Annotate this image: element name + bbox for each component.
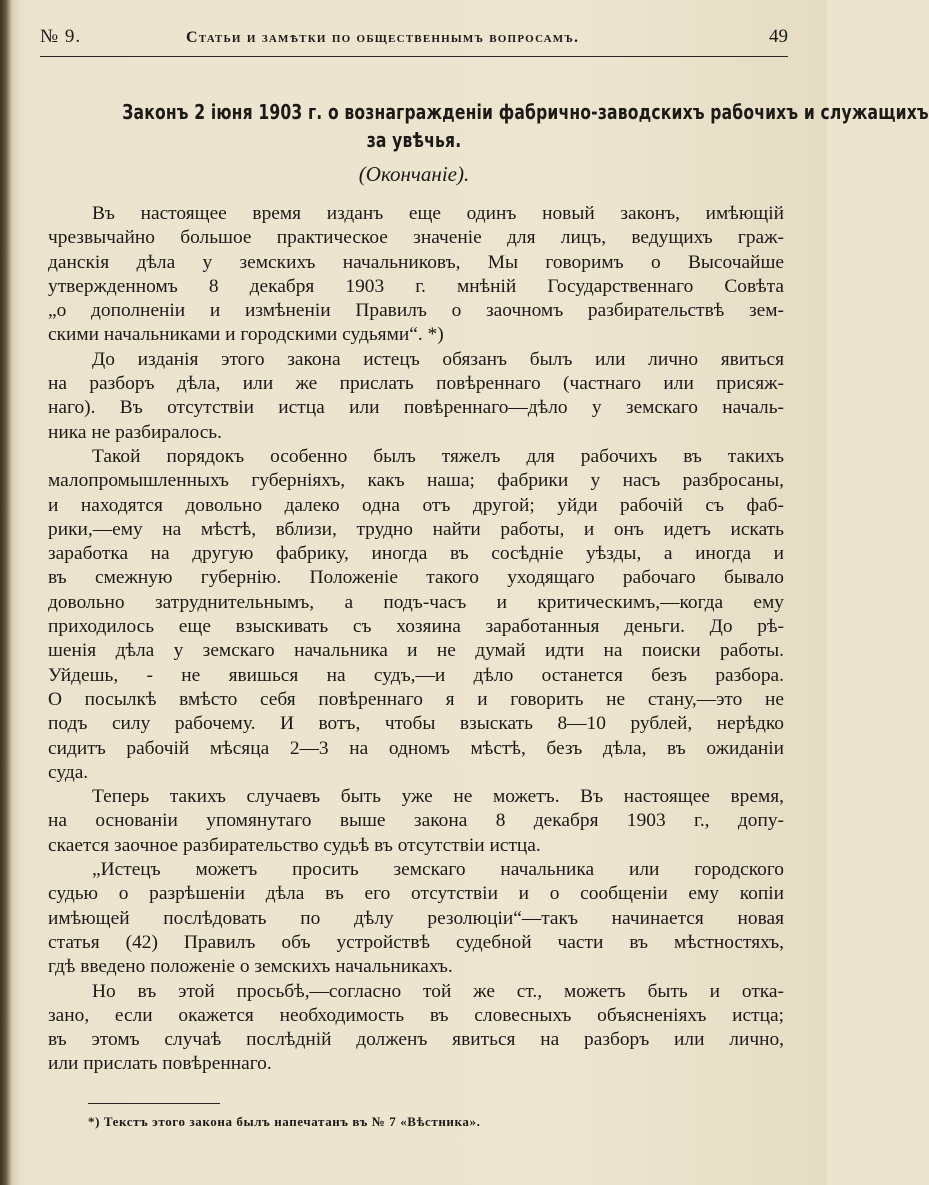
text-line: приходилось еще взыскивать съ хозяина заработанныя деньги. До рѣ- [48,616,784,638]
text-line: зано, если окажется необходимость въ словесныхъ объясненіяхъ истца; [48,1004,784,1026]
text-line: данскія дѣла у земскихъ начальниковъ, Мы говоримъ о Высочайше [48,251,784,273]
text-line: имѣющей послѣдовать по дѣлу резолюціи“—такъ начинается новая [48,907,784,929]
text-line: и находятся довольно далеко одна отъ другой; уйди рабочій съ фаб- [48,494,784,516]
article-subtitle: (Окончаніе). [358,162,470,186]
text-line: О посылкѣ вмѣсто себя повѣреннаго я и говорить не стану,—это не [48,688,784,710]
text-line: скими начальниками и городскими судьями“. *) [48,324,444,346]
article-title-line: за увѣчья. [366,128,462,152]
article-title-line: Законъ 2 іюня 1903 г. о вознагражденіи фабрично-заводскихъ рабочихъ и служащихъ [122,100,929,124]
text-line: шенія дѣла у земскаго начальника и не думай идти на поиски работы. [48,640,784,662]
paragraph [48,858,784,979]
text-line: довольно затруднительнымъ, а подъ-часъ и критическимъ,—когда ему [48,591,784,613]
text-line: чрезвычайно большое практическое значеніе для лицъ, ведущихъ граж- [48,227,784,249]
text-line: утвержденномъ 8 декабря 1903 г. мнѣній Государственнаго Совѣта [48,275,784,297]
text-line: Теперь такихъ случаевъ быть уже не можетъ. Въ настоящее время, [92,786,784,808]
text-line: Въ настоящее время изданъ еще одинъ новый законъ, имѣющій [92,203,784,224]
paragraph [48,980,784,1077]
text-line: До изданія этого закона истецъ обязанъ былъ или лично явиться [92,348,784,370]
text-line: подъ силу рабочему. И вотъ, чтобы взыскать 8—10 рублей, нерѣдко [48,713,784,735]
footnote: *) Текстъ этого закона былъ напечатанъ въ № 7 «Вѣстника». [88,1114,481,1129]
text-line: „Истецъ можетъ просить земскаго начальника или городского [92,859,784,881]
text-line: Такой порядокъ особенно былъ тяжелъ для рабочихъ въ такихъ [92,445,784,467]
header-rule [40,56,788,57]
text-line: сидитъ рабочій мѣсяца 2—3 на одномъ мѣстѣ, безъ дѣла, въ ожиданіи [48,737,784,759]
text-line: малопромышленныхъ губерніяхъ, какъ наша; фабрики у насъ разбросаны, [48,470,784,492]
text-line: въ смежную губернію. Положеніе такого уходящаго рабочаго бывало [48,567,784,589]
text-line: гдѣ введено положеніе о земскихъ начальникахъ. [48,956,453,978]
text-line: Уйдешь, - не явишься на судъ,—и дѣло останется безъ разбора. [48,664,784,686]
text-line: ника не разбиралось. [48,421,222,443]
text-line: судью о разрѣшеніи дѣла въ его отсутствіи и о сообщеніи ему копіи [48,883,784,905]
paragraph [48,202,784,348]
paragraph [48,348,784,445]
paragraph [48,445,784,785]
running-header [40,26,788,52]
text-line: наго). Въ отсутствіи истца или повѣреннаго—дѣло у земскаго началь- [48,397,784,419]
text-line: заработка на другую фабрику, иногда въ сосѣдніе уѣзды, а иногда и [48,543,784,565]
page-number: 49 [769,26,788,47]
article-body [48,202,784,1077]
text-line: суда. [48,761,89,783]
text-line: на основаніи упомянутаго выше закона 8 декабря 1903 г., допу- [48,810,784,832]
text-line: на разборъ дѣла, или же прислать повѣреннаго (частнаго или присяж- [48,373,784,395]
paragraph [48,785,784,858]
text-line: Но въ этой просьбѣ,—согласно той же ст., можетъ быть и отка- [92,980,784,1002]
text-line: въ этомъ случаѣ послѣдній долженъ явиться на разборъ или лично, [48,1029,784,1051]
footnote-rule [88,1103,220,1104]
text-line: или прислать повѣреннаго. [48,1053,272,1075]
section-title: Статьи и замѣтки по общественнымъ вопросамъ. [186,29,580,46]
article-title [122,98,929,154]
text-line: рики,—ему на мѣстѣ, вблизи, трудно найти работы, и онъ идетъ искать [48,518,784,540]
text-line: скается заочное разбирательство судьѣ въ отсутствіи истца. [48,834,541,856]
issue-number: № 9. [40,26,82,47]
text-line: статья (42) Правилъ объ устройствѣ судебной части въ мѣстностяхъ, [48,931,784,953]
text-line: „о дополненіи и измѣненіи Правилъ о заочномъ разбирательствѣ зем- [48,300,784,322]
